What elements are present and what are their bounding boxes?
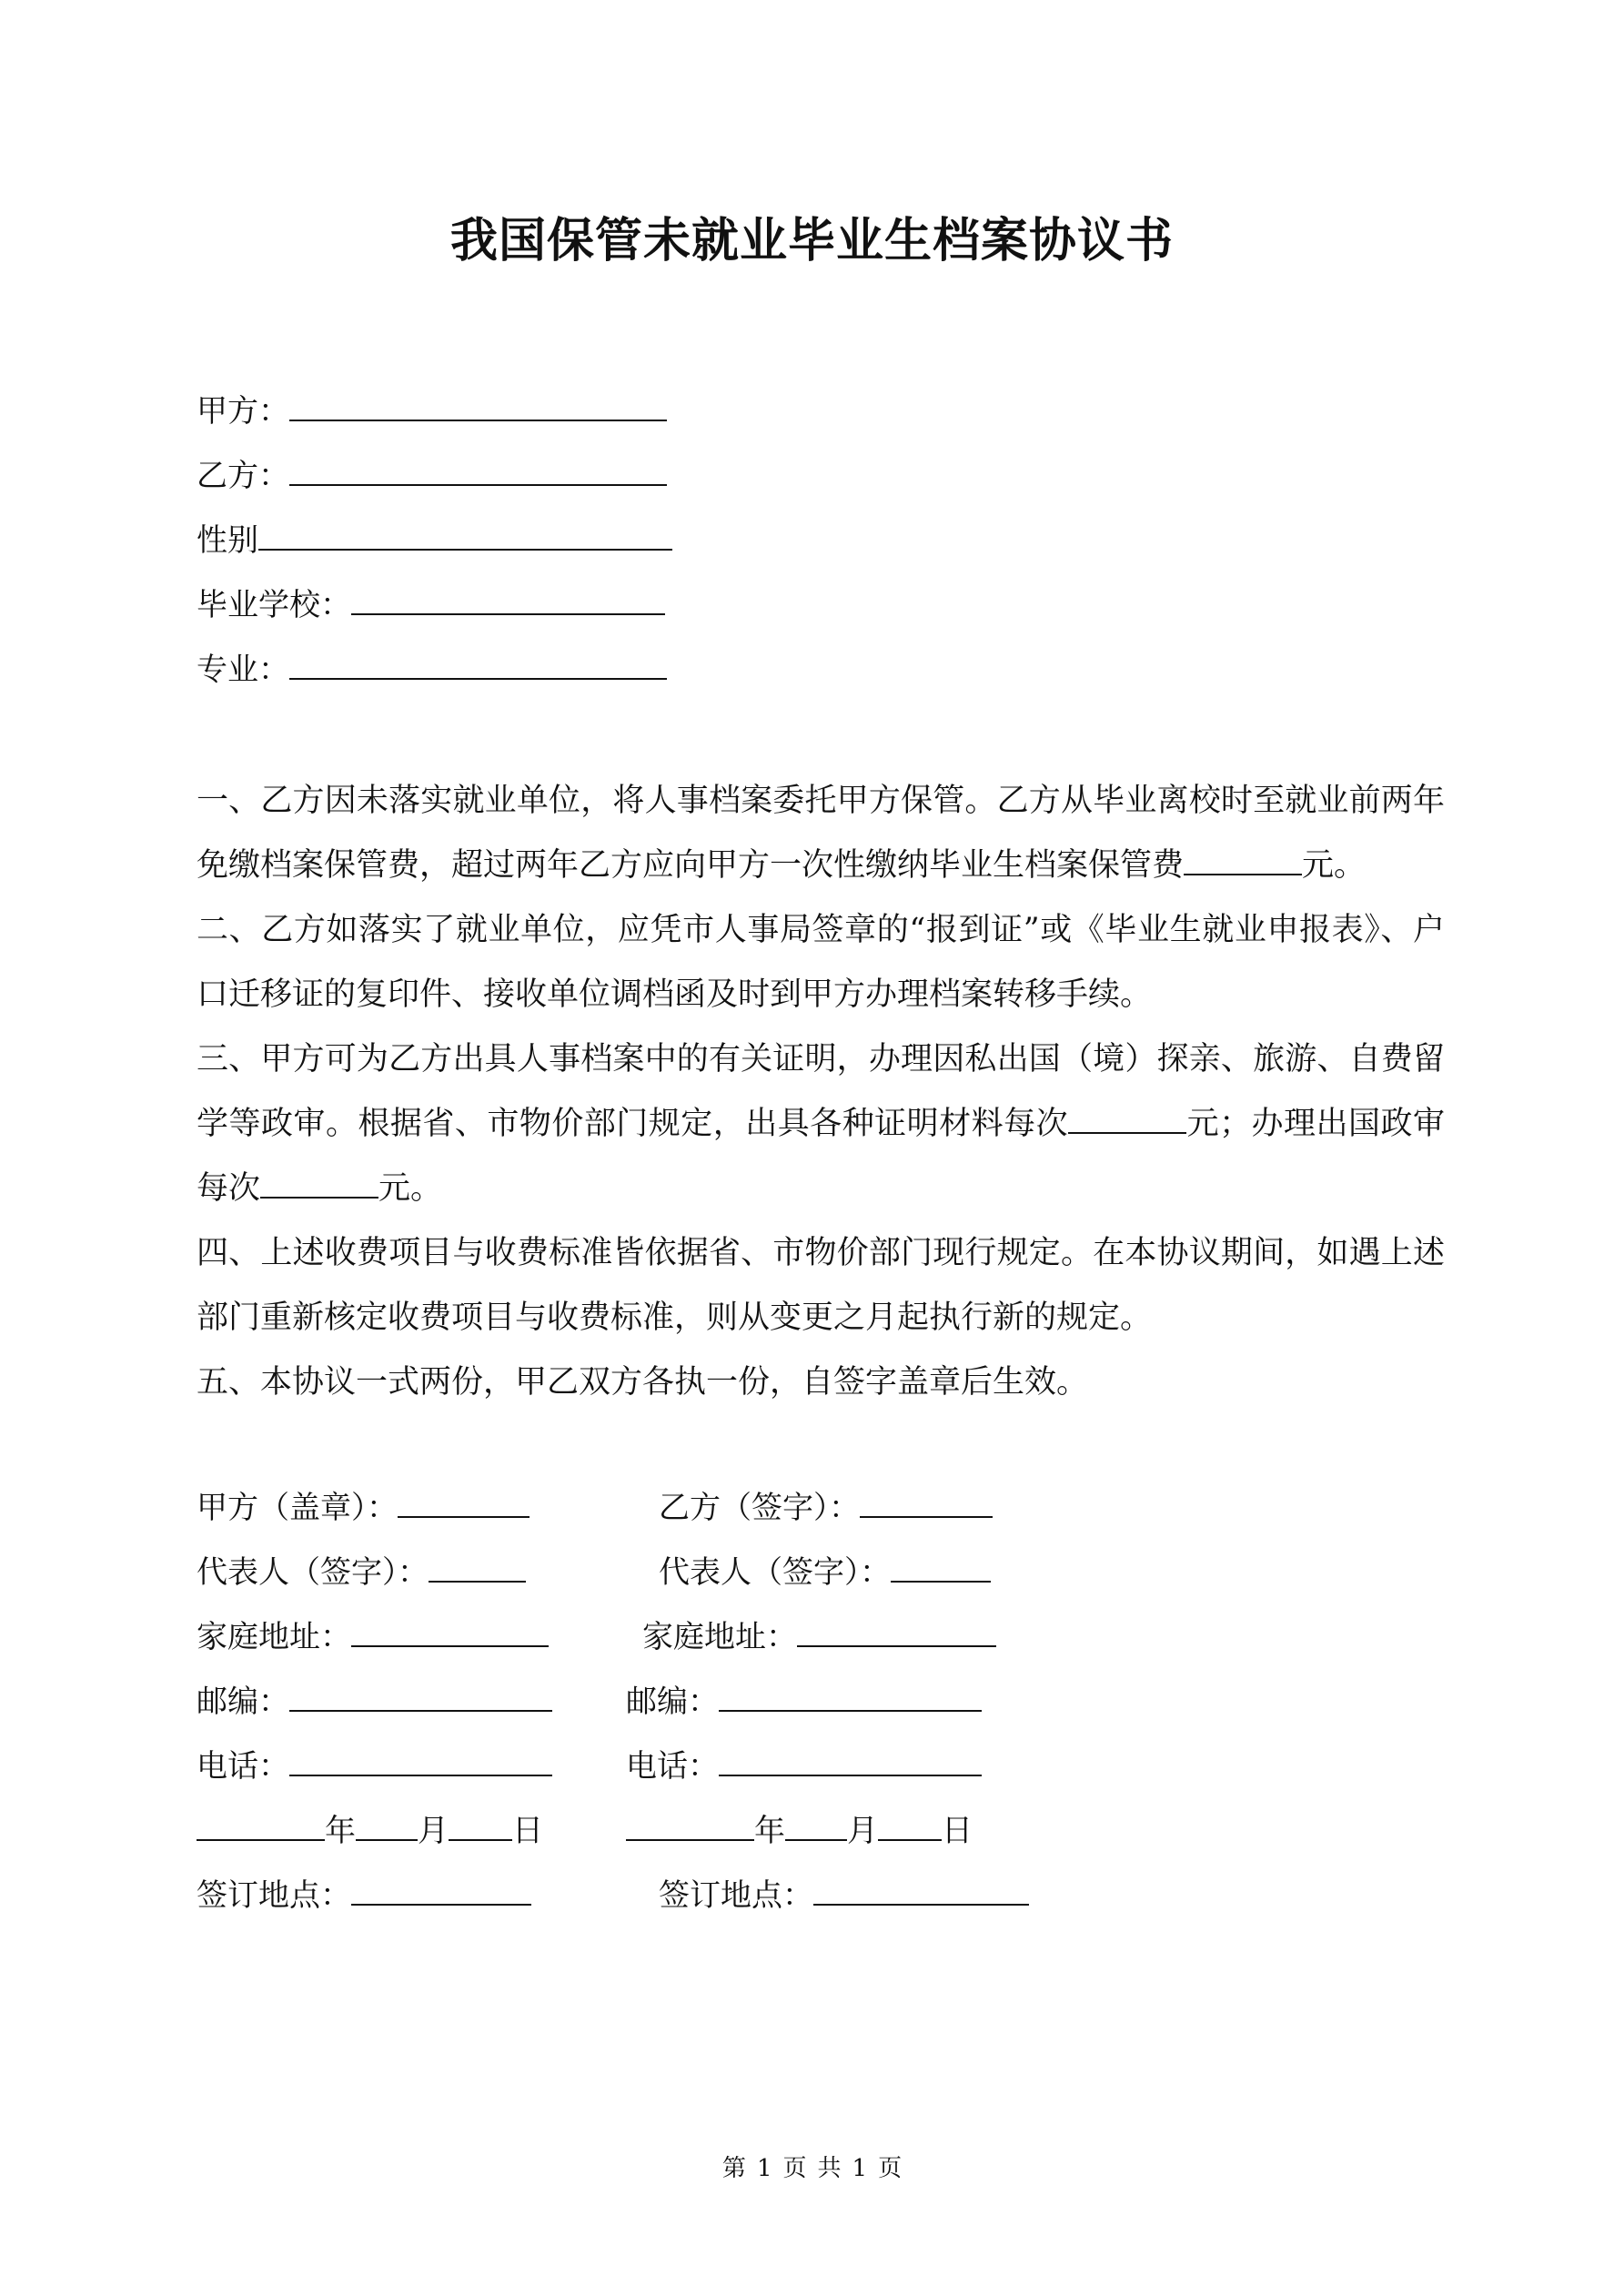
blank-line[interactable]	[289, 1677, 552, 1712]
page-number: 1	[756, 2155, 772, 2182]
field-gender	[197, 516, 672, 563]
blank-line[interactable]	[429, 1548, 526, 1583]
sig-label: 代表人（签字）：	[659, 1554, 891, 1591]
month-label: 月	[847, 1813, 878, 1849]
document-title: 我国保管未就业毕业生档案协议书	[449, 213, 1174, 268]
blank-line[interactable]	[398, 1483, 530, 1518]
field-school	[197, 581, 665, 628]
year-label: 年	[325, 1813, 356, 1849]
clause-4: 四、上述收费项目与收费标准皆依据省、市物价部门现行规定。在本协议期间，如遇上述部门重新核定收费项目与收费标准，则从变更之月起执行新的规定。	[197, 1235, 1445, 1336]
agreement-clauses	[197, 769, 1445, 1415]
sig-right-rep	[659, 1548, 991, 1595]
sig-left-postcode	[197, 1677, 552, 1725]
field-major	[197, 645, 667, 693]
field-label: 性别	[197, 522, 258, 559]
field-party-b	[197, 451, 667, 499]
sig-label: 家庭地址：	[197, 1619, 351, 1655]
year-blank[interactable]	[197, 1806, 325, 1841]
blank-line[interactable]	[351, 1871, 531, 1906]
day-blank[interactable]	[449, 1806, 512, 1841]
day-blank[interactable]	[878, 1806, 942, 1841]
field-label: 甲方：	[197, 393, 289, 430]
field-label: 毕业学校：	[197, 587, 351, 623]
blank-line[interactable]	[289, 387, 667, 421]
sig-left-rep	[197, 1548, 526, 1595]
field-party-a	[197, 387, 667, 434]
clause-1	[197, 769, 1445, 898]
sig-right-date	[626, 1806, 973, 1854]
footer-text: 第	[721, 2155, 746, 2182]
blank-line[interactable]	[1184, 841, 1302, 875]
sig-label: 代表人（签字）：	[197, 1554, 429, 1591]
clause-text: 元。	[1302, 847, 1367, 884]
sig-left-address	[197, 1613, 549, 1660]
sig-label: 甲方（盖章）：	[197, 1490, 398, 1526]
sig-label: 邮编：	[197, 1684, 289, 1720]
field-label: 乙方：	[197, 458, 289, 494]
day-label: 日	[942, 1813, 973, 1849]
sig-label: 签订地点：	[659, 1877, 813, 1914]
sig-right-postcode	[626, 1677, 982, 1725]
blank-line[interactable]	[1068, 1099, 1186, 1134]
footer-text: 共	[817, 2155, 842, 2182]
sig-label: 电话：	[197, 1748, 289, 1785]
clause-text: 元。	[378, 1170, 443, 1207]
blank-line[interactable]	[797, 1613, 996, 1647]
sig-left-seal	[197, 1483, 530, 1531]
clause-3	[197, 1027, 1445, 1221]
sig-left-phone	[197, 1742, 552, 1789]
clause-text: 元；办理出国政审每次	[197, 1106, 1445, 1207]
month-label: 月	[418, 1813, 449, 1849]
sig-left-place	[197, 1871, 531, 1918]
clause-5: 五、本协议一式两份，甲乙双方各执一份，自签字盖章后生效。	[197, 1364, 1089, 1401]
sig-label: 签订地点：	[197, 1877, 351, 1914]
clause-2: 二、乙方如落实了就业单位，应凭市人事局签章的“报到证”或《毕业生就业申报表》、户口迁移证的复印件、接收单位调档函及时到甲方办理档案转移手续。	[197, 912, 1445, 1013]
sig-right-address	[642, 1613, 996, 1660]
day-label: 日	[512, 1813, 543, 1849]
blank-line[interactable]	[289, 645, 667, 680]
year-blank[interactable]	[626, 1806, 754, 1841]
month-blank[interactable]	[356, 1806, 418, 1841]
sig-label: 乙方（签字）：	[659, 1490, 860, 1526]
sig-left-date	[197, 1806, 543, 1854]
blank-line[interactable]	[260, 1164, 378, 1199]
blank-line[interactable]	[813, 1871, 1029, 1906]
blank-line[interactable]	[258, 516, 672, 551]
footer-text: 页	[782, 2155, 807, 2182]
clause-text: 三、甲方可为乙方出具人事档案中的有关证明，办理因私出国（境）探亲、旅游、自费留学等政审。根据省、市物价部门规定，出具各种证明材料每次	[197, 1041, 1445, 1142]
sig-label: 邮编：	[626, 1684, 719, 1720]
blank-line[interactable]	[891, 1548, 991, 1583]
sig-right-place	[659, 1871, 1029, 1918]
sig-label: 电话：	[626, 1748, 719, 1785]
sig-right-phone	[626, 1742, 982, 1789]
page-total: 1	[852, 2155, 868, 2182]
blank-line[interactable]	[351, 1613, 549, 1647]
clause-text: 一、乙方因未落实就业单位，将人事档案委托甲方保管。乙方从毕业离校时至就业前两年免缴档案保管费，超过两年乙方应向甲方一次性缴纳毕业生档案保管费	[197, 783, 1445, 884]
month-blank[interactable]	[785, 1806, 847, 1841]
blank-line[interactable]	[719, 1742, 982, 1776]
blank-line[interactable]	[289, 1742, 552, 1776]
blank-line[interactable]	[289, 451, 667, 486]
blank-line[interactable]	[719, 1677, 982, 1712]
sig-label: 家庭地址：	[642, 1619, 797, 1655]
blank-line[interactable]	[860, 1483, 993, 1518]
field-label: 专业：	[197, 652, 289, 688]
page-footer	[0, 2149, 1624, 2183]
blank-line[interactable]	[351, 581, 665, 615]
sig-right-sign	[659, 1483, 993, 1531]
year-label: 年	[754, 1813, 785, 1849]
footer-text: 页	[878, 2155, 903, 2182]
